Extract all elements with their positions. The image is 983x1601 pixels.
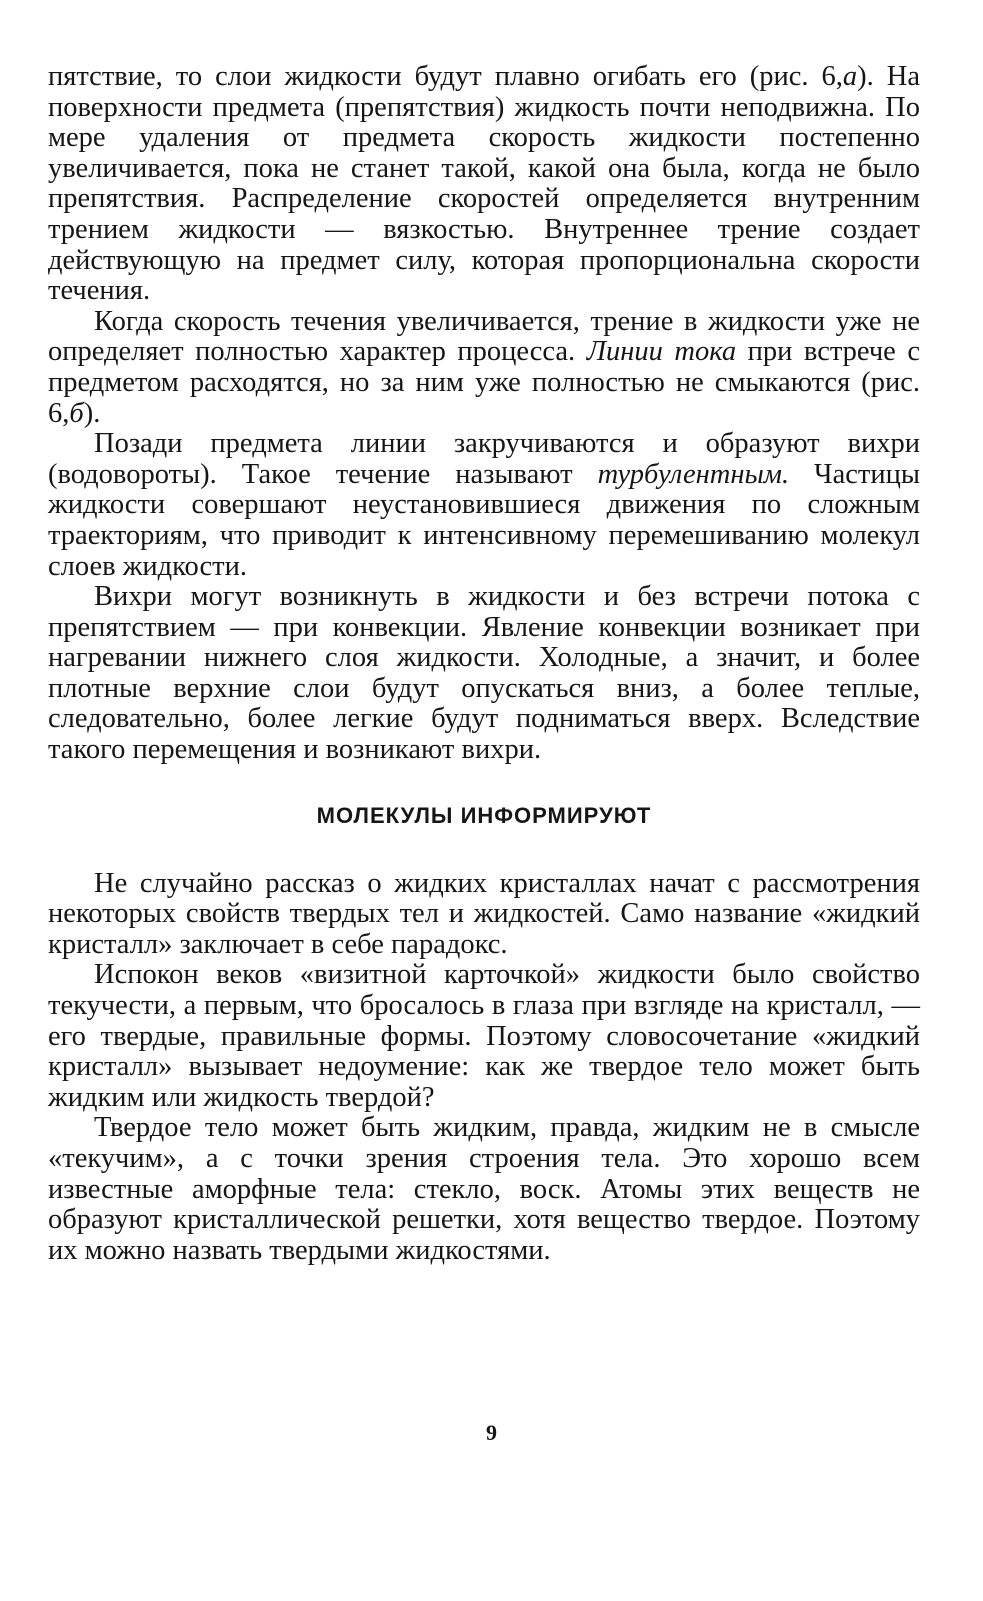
italic-term: б (69, 397, 84, 429)
text-run: Частицы жидкости совершают неустановившиеся движения по сложным траекториям, что приводит к интенсивному перемешиванию молекул слоев жидкости. (48, 458, 920, 582)
paragraph (48, 62, 920, 307)
text-block-top (48, 62, 920, 766)
text-run: ). На поверхности предмета (препятствия) жидкость почти неподвижна. По мере удаления от предмета скорость жидкости постепенно увеличивается, пока не станет такой, какой она была, когда не было препятствия. Распределение скоростей определяется внутренним трением жидкости — вязкостью. Внутреннее трение создает действующую на предмет силу, которая пропорциональна скорости течения. (48, 61, 920, 307)
text-run: Когда скорость течения увеличивается, трение в жидкости уже не определяет полностью характер процесса. (48, 305, 920, 368)
text-run: Вихри могут возникнуть в жидкости и без встречи потока с препятствием — при конвекции. Явление конвекции возникает при нагревании нижнего слоя жидкости. Холодные, а значит, и более плотные верхние слои будут опускаться вниз, а более теплые, следовательно, более легкие будут подниматься вверх. Вследствие такого перемещения и возникают вихри. (48, 581, 920, 766)
paragraph (48, 582, 920, 766)
italic-term: турбулентным. (597, 458, 790, 490)
page-body (48, 62, 920, 1266)
paragraph (48, 1113, 920, 1266)
text-run: Твердое тело может быть жидким, правда, жидким не в смысле «текучим», а с точки зрения строения тела. Это хорошо всем известные аморфные тела: стекло, воск. Атомы этих веществ не образуют кристаллической решетки, хотя вещество твердое. Поэтому их можно назвать твердыми жидкостями. (48, 1112, 920, 1266)
paragraph (48, 869, 920, 961)
text-run: ). (83, 397, 101, 429)
paragraph (48, 960, 920, 1113)
text-run: Не случайно рассказ о жидких кристаллах начат с рассмотрения некоторых свойств твердых тел и жидкостей. Само название «жидкий кристалл» заключает в себе парадокс. (48, 867, 920, 960)
page-number: 9 (486, 1420, 497, 1445)
paragraph (48, 429, 920, 582)
paragraph (48, 307, 920, 429)
text-run: пятствие, то слои жидкости будут плавно огибать его (рис. 6, (48, 61, 843, 92)
section-heading: МОЛЕКУЛЫ ИНФОРМИРУЮТ (316, 802, 652, 828)
text-run: при встрече с предметом расходятся, но за ним уже полностью не смыкаются (рис. 6, (48, 336, 920, 429)
text-block-bottom (48, 869, 920, 1267)
text-run: Испокон веков «визитной карточкой» жидкости было свойство текучести, а первым, что бросалось в глаза при взгляде на кристалл, — его твердые, правильные формы. Поэтому словосочетание «жидкий кристалл» вызывает недоумение: как же твердое тело может быть жидким или жидкость твердой? (48, 959, 920, 1113)
text-run: Позади предмета линии закручиваются и образуют вихри (водовороты). Такое течение называют (48, 428, 920, 490)
italic-term: Линии тока (586, 336, 737, 368)
italic-term: а (842, 61, 858, 92)
